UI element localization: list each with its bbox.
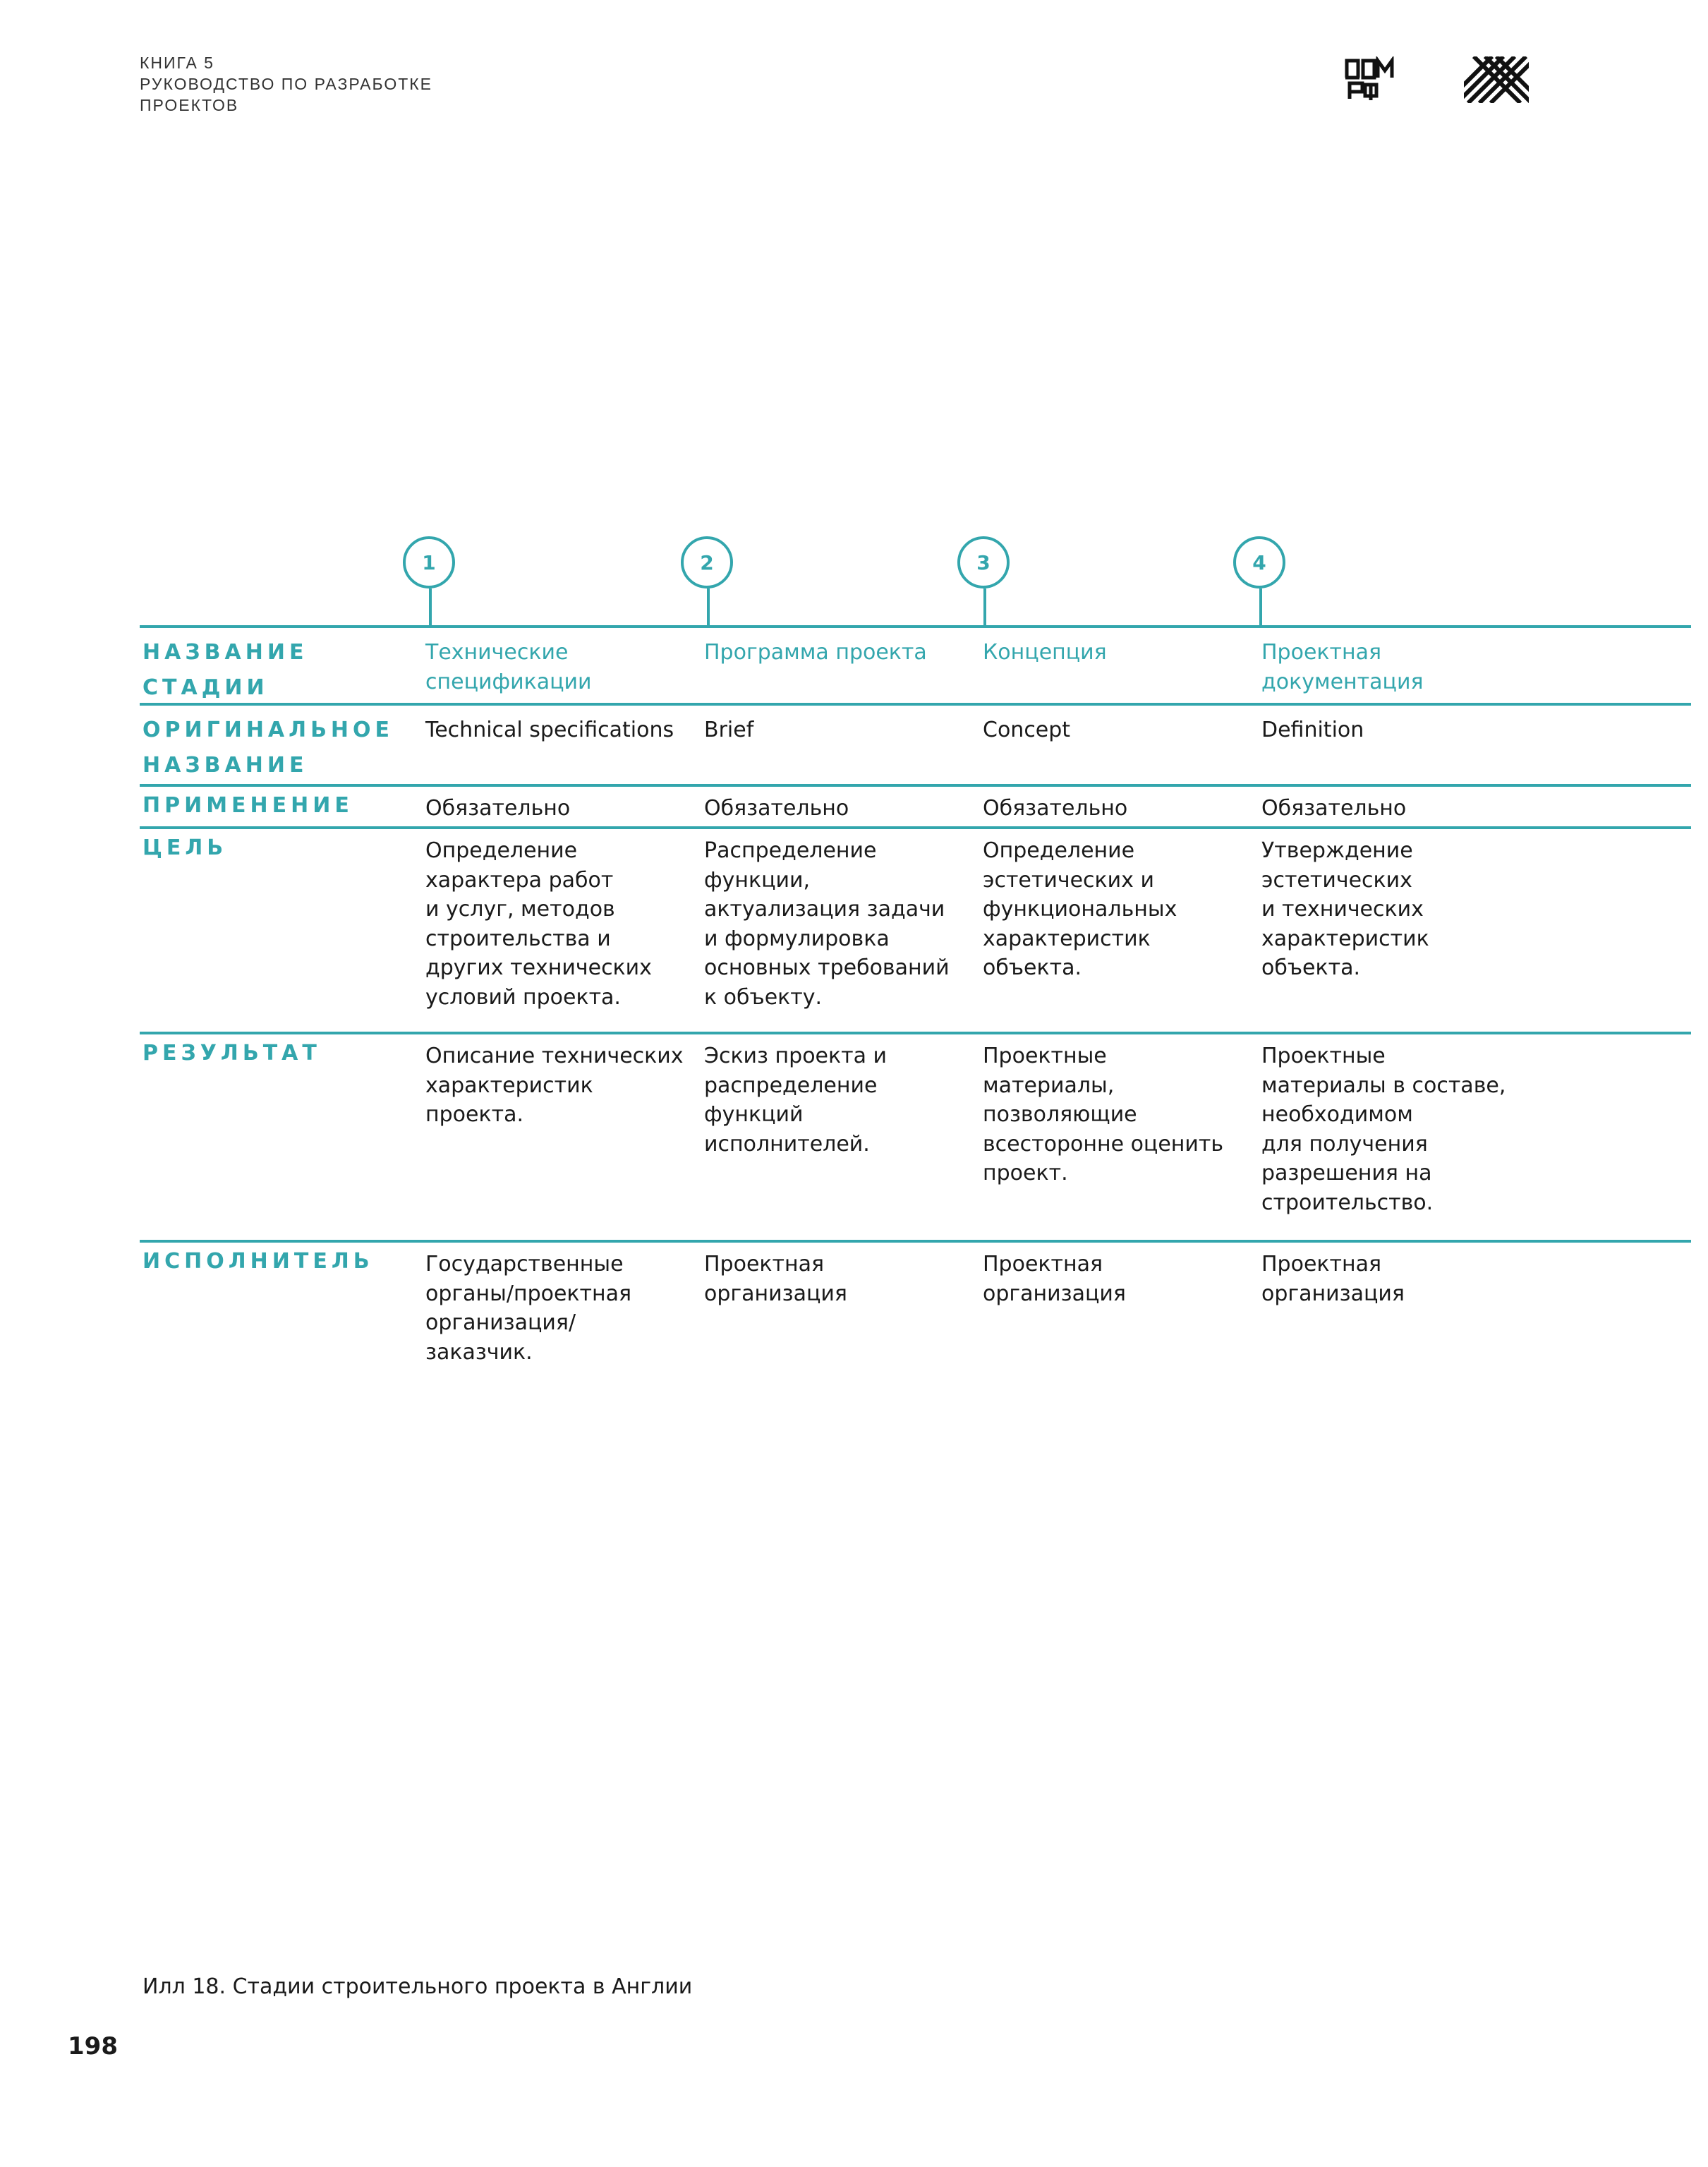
cell-line: характеристик [983, 926, 1151, 951]
row-label [143, 1244, 374, 1279]
table-cell [425, 1042, 701, 1130]
table-cell [983, 716, 1258, 745]
table-cell [983, 836, 1258, 983]
table-cell [704, 1250, 979, 1308]
table-row-executor [140, 1240, 1691, 1381]
cell-line: всесторонне оценить [983, 1131, 1224, 1157]
cell-line: Проектная [704, 1252, 825, 1276]
table-row-application [140, 784, 1691, 826]
stage-marker-stem-2 [707, 588, 710, 627]
cell-line: Концепция [983, 640, 1107, 665]
cell-line: и формулировка [704, 926, 890, 951]
cell-line: Проектная [1261, 640, 1382, 665]
cell-line: Государственные [425, 1252, 624, 1276]
table-cell [1261, 794, 1537, 823]
cell-line: объекта. [983, 955, 1082, 980]
cell-line: для получения [1261, 1131, 1428, 1157]
row-label-line: ОРИГИНАЛЬНОЕ [143, 718, 394, 742]
table-cell [425, 1250, 701, 1367]
cell-line: разрешения на [1261, 1161, 1432, 1185]
cell-line: Обязательно [704, 796, 849, 821]
cell-line: Проектные [1261, 1044, 1386, 1068]
hatch-pattern-logo [1464, 56, 1529, 103]
cell-line: Brief [704, 718, 754, 742]
row-label-line: РЕЗУЛЬТАТ [143, 1041, 321, 1066]
cell-line: позволяющие [983, 1102, 1137, 1127]
cell-line: эстетических [1261, 867, 1412, 893]
book-header [140, 52, 432, 116]
cell-line: функциональных [983, 897, 1177, 922]
cell-line: Проектные [983, 1044, 1107, 1068]
stages-table [140, 625, 1691, 1381]
cell-line: Эскиз проекта и [704, 1044, 888, 1068]
stage-marker-stem-4 [1259, 588, 1262, 627]
table-cell [704, 1042, 979, 1159]
cell-line: материалы в составе, [1261, 1073, 1506, 1098]
table-cell [1261, 836, 1537, 983]
cell-line: объекта. [1261, 955, 1361, 980]
cell-line: других технических [425, 955, 652, 980]
cell-line: Программа проекта [704, 640, 927, 665]
cell-line: функций [704, 1102, 804, 1127]
cell-line: органы/проектная [425, 1281, 632, 1306]
cell-line: организация [983, 1281, 1126, 1306]
cell-line: и услуг, методов [425, 897, 615, 922]
row-label-line: НАЗВАНИЕ [143, 753, 308, 778]
row-label [143, 1036, 321, 1071]
cell-line: Technical specifications [425, 718, 674, 742]
cell-line: необходимом [1261, 1102, 1413, 1127]
stage-marker-1: 1 [403, 536, 455, 588]
table-cell [425, 716, 701, 745]
figure-caption: Илл 18. Стадии строительного проекта в Англии [143, 1974, 693, 1999]
table-cell [704, 638, 979, 668]
cell-line: Definition [1261, 718, 1364, 742]
header-line-1: КНИГА 5 [140, 54, 214, 72]
table-cell [704, 716, 979, 745]
cell-line: заказчик. [425, 1339, 533, 1365]
cell-line: Описание технических [425, 1044, 684, 1068]
cell-line: Concept [983, 718, 1071, 742]
table-cell [1261, 1042, 1537, 1217]
row-label [143, 713, 394, 783]
cell-line: Обязательно [983, 796, 1128, 821]
cell-line: Утверждение [1261, 838, 1413, 863]
table-cell [983, 1042, 1258, 1188]
cell-line: документация [1261, 669, 1424, 694]
table-cell [425, 794, 701, 823]
row-label-line: ИСПОЛНИТЕЛЬ [143, 1249, 374, 1274]
cell-line: и технических [1261, 897, 1424, 922]
cell-line: спецификации [425, 669, 592, 694]
cell-line: Технические [425, 640, 569, 665]
stage-marker-stem-1 [429, 588, 432, 627]
stage-marker-2: 2 [681, 536, 733, 588]
row-label [143, 635, 308, 706]
cell-line: условий проекта. [425, 984, 621, 1010]
table-cell [704, 794, 979, 823]
cell-line: характера работ [425, 867, 614, 893]
row-label-line: ЦЕЛЬ [143, 835, 228, 860]
table-cell [1261, 716, 1537, 745]
table-cell [425, 638, 701, 696]
cell-line: функции, [704, 867, 811, 893]
table-row-original-name [140, 703, 1691, 784]
row-label [143, 788, 353, 823]
cell-line: эстетических и [983, 867, 1154, 893]
dom-rf-logo [1344, 56, 1395, 103]
cell-line: исполнителей. [704, 1131, 870, 1157]
stage-marker-4: 4 [1233, 536, 1285, 588]
table-cell [983, 794, 1258, 823]
cell-line: основных требований [704, 955, 950, 980]
cell-line: характеристик [425, 1073, 593, 1098]
cell-line: организация [704, 1281, 847, 1306]
cell-line: характеристик [1261, 926, 1429, 951]
table-row-result [140, 1032, 1691, 1240]
row-label [143, 831, 227, 866]
cell-line: строительство. [1261, 1190, 1434, 1215]
cell-line: проекта. [425, 1102, 523, 1127]
cell-line: Распределение [704, 838, 877, 863]
cell-line: Обязательно [1261, 796, 1407, 821]
header-line-2: РУКОВОДСТВО ПО РАЗРАБОТКЕ [140, 75, 433, 93]
cell-line: Проектная [1261, 1252, 1382, 1276]
cell-line: Определение [425, 838, 578, 863]
cell-line: организация [1261, 1281, 1405, 1306]
row-label-line: НАЗВАНИЕ [143, 640, 308, 665]
table-cell [704, 836, 979, 1012]
header-line-3: ПРОЕКТОВ [140, 96, 239, 114]
table-row-stage-name [140, 625, 1691, 703]
page-number: 198 [68, 2032, 118, 2060]
cell-line: организация/ [425, 1310, 576, 1335]
table-cell [983, 638, 1258, 668]
cell-line: Обязательно [425, 796, 571, 821]
table-cell [1261, 638, 1537, 696]
cell-line: распределение [704, 1073, 878, 1098]
stage-marker-3: 3 [957, 536, 1010, 588]
row-label-line: ПРИМЕНЕНИЕ [143, 793, 353, 818]
table-cell [1261, 1250, 1537, 1308]
cell-line: строительства и [425, 926, 611, 951]
cell-line: материалы, [983, 1073, 1115, 1098]
cell-line: Проектная [983, 1252, 1103, 1276]
cell-line: Определение [983, 838, 1135, 863]
cell-line: актуализация задачи [704, 897, 945, 922]
row-label-line: СТАДИИ [143, 675, 269, 700]
cell-line: проект. [983, 1161, 1068, 1185]
table-cell [425, 836, 701, 1012]
stage-marker-stem-3 [983, 588, 986, 627]
table-row-goal [140, 826, 1691, 1032]
cell-line: к объекту. [704, 984, 823, 1010]
table-cell [983, 1250, 1258, 1308]
